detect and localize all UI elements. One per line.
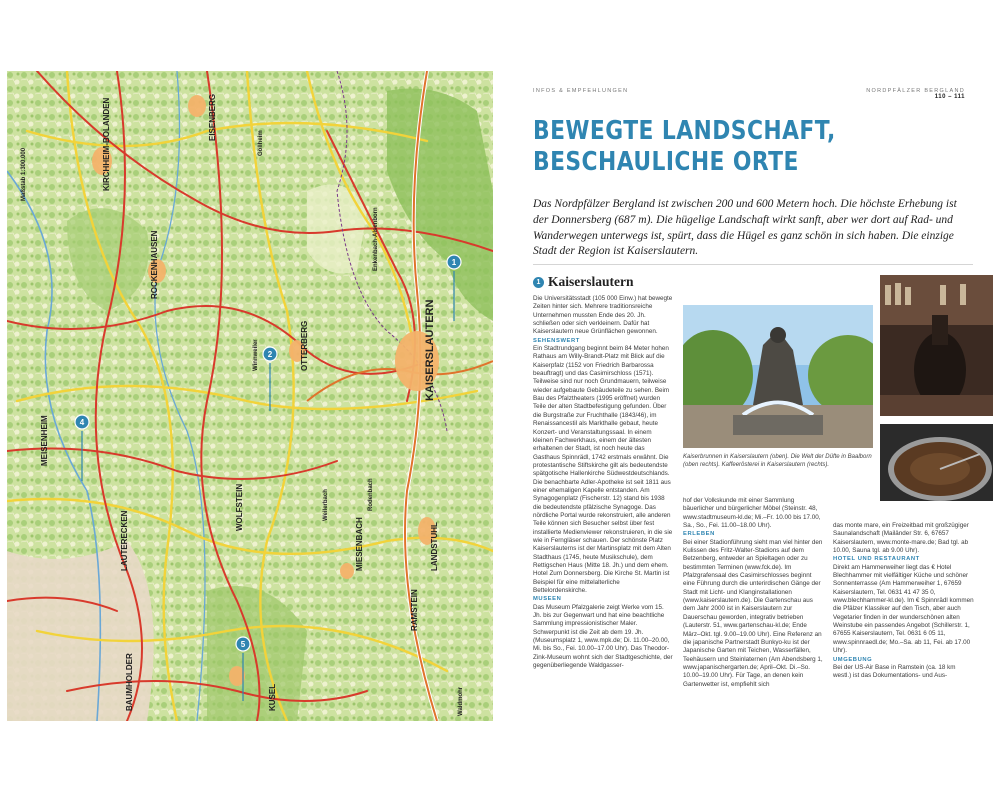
map-label: OTTERBERG (300, 320, 309, 371)
divider (533, 264, 973, 265)
subhead-hotel-restaurant: HOTEL UND RESTAURANT (833, 556, 920, 563)
subhead-sehenswert: SEHENSWERT (533, 337, 580, 344)
subhead-umgebung: UMGEBUNG (833, 656, 873, 663)
title-line-2: BESCHAULICHE ORTE (533, 147, 799, 177)
photo-kaffeeroesterei (880, 424, 993, 501)
svg-text:2: 2 (267, 350, 273, 359)
region-map[interactable] (7, 71, 493, 721)
map-label: Winnweiler (253, 339, 259, 371)
map-label: Rodenbach (368, 478, 374, 511)
col2-continuation: hof der Volkskunde mit einer Sammlung bäuerlicher und bürgerlicher Möbel (Steinstr. 48, www.stadtmuseum-kl.de; Mi.–Fr. 10.00 bis 17.00, Sa., So., Fei. 11.00–18.00 Uhr). (683, 497, 821, 530)
section-heading (533, 274, 634, 290)
umgebung-text: Bei der US-Air Base in Ramstein (ca. 18 km westl.) ist das Dokumentations- und Aus- (833, 663, 956, 680)
col3-continuation: das monte mare, ein Freizeitbad mit großzügiger Saunalandschaft (Mailänder Str. 6, 67657 Kaiserslautern, www.monte-mare.de; Bad tgl. ab 10.00, Sauna tgl. ab 9.00 Uhr). (833, 522, 969, 555)
subhead-erleben: ERLEBEN (683, 531, 715, 538)
map-label: MEISENHEIM (40, 415, 49, 466)
sehenswert-text: Ein Stadtrundgang beginnt beim 84 Meter hohen Rathaus am Willy-Brandt-Platz mit Blick auf die Kaiserpfalz (1152 von Friedrich Barbarossa beauftragt) und das Casimirschloss (1571). Teilweise sind nur noch Grundmauern, teilweise wieder aufgebaute Gebäudeteile zu sehen. Beim Bau des Pfalztheaters (1995 eröffnet) wurden Teile der alten Stadtbefestigung gefunden. Über die Burgstraße zur Fruchthalle (1843/46), im Renaissancestil als Markthalle gebaut, heute Konzert- und Veranstaltungssaal. In einem kleinen Fachwerkhaus, einem der ältesten erhaltenen der Stadt, ist noch heute das Gasthaus Spinnrädl, 1742 erstmals erwähnt. Die protestantische Stiftskirche gilt als bedeutendste spätgotische Hallenkirche Südwestdeutschlands. Die benachbarte Adler-Apotheke ist seit 1811 aus einer ehemaligen Kapelle entstanden. Am Synagogenplatz (Fischerstr. 12) stand bis 1938 die bedeutendste pfälzische Synagoge. Das nördliche Portal wurde rekonstruiert, alle anderen Teile können sich Besucher selbst über fest installierte Medienviewer rekonstruieren, in die sie wie in Ferngläser schauen. Der schönste Platz Kaiserslauterns ist der Martinsplatz mit dem Alten Stadthaus (1745, heute Musikschule), dem Rettigschen Haus (Mitte 18. Jh.) und dem ehem. Hotel Zum Donnersberg. Die Kirche St. Martin ist Beispiel für eine mittelalterliche Bettelordenskirche. (533, 345, 673, 595)
region-label: NORDPFÄLZER BERGLAND (866, 88, 965, 94)
erleben-text: Bei einer Stadionführung sieht man viel hinter den Kulissen des Fritz-Walter-Stadions auf dem Betzenberg, entweder an Spieltagen oder zu bestimmten Terminen (www.fck.de). Im Pfalzgrafensaal des Casimirschlosses beginnt eine Führung durch die unterirdischen Gänge der Stadt mit Licht- und Klanginstallationen (www.kaiserslautern.de). Die Gartenschau aus dem Jahr 2000 ist in Kaiserslautern zur Dauerschau geworden, integrativ betrieben (Lauterstr. 51, www.gartenschau-kl.de; Ende März–Okt. tgl. 9.00–19.00 Uhr). Eine Referenz an die japanische Partnerstadt Bunkyo-ku ist der Japanische Garten mit Teichen, Wasserfällen, Teehäusern und Steinlaternen (Am Abendsberg 1, www.japanischergarten.de; April–Okt. Di.–So. 10.00–19.00 Uhr). Für Tage, an denen kein Gartenwetter ist, empfiehlt sich (683, 538, 823, 688)
section-number-badge: 1 (533, 277, 544, 288)
text-column-2 (683, 497, 823, 689)
map-label: BAUMHOLDER (125, 653, 134, 711)
map-label: LAUTERECKEN (120, 510, 129, 571)
page-meta (866, 88, 965, 100)
svg-text:1: 1 (451, 258, 457, 267)
map-scale: Maßstab 1:300.000 (21, 147, 27, 201)
subhead-museen: MUSEEN (533, 596, 562, 603)
map-graphic (7, 71, 493, 721)
photo-caption: Kaiserbrunnen in Kaiserslautern (oben). Die Welt der Düfte in Baalborn (oben rechts). Kaffeerösterei in Kaiserslautern (rechts). (683, 454, 872, 469)
map-label: ROCKENHAUSEN (150, 230, 159, 299)
intro-paragraph: Das Nordpfälzer Bergland ist zwischen 200 und 600 Metern hoch. Die höchste Erhebung ist der Donnersberg (687 m). Die hügelige Landschaft wirkt sanft, aber wer dort auf Rad- und Wanderwegen unterwegs ist, spürt, dass die Hügel es ganz schön in sich haben. Die einzige Stadt der Region ist Kaiserslautern. (533, 198, 957, 258)
col1-intro: Die Universitätsstadt (105 000 Einw.) hat bewegte Zeiten hinter sich. Mehrere traditionsreiche Unternehmen mussten Ende des 20. Jh. schließen oder sich verkleinern. Dafür hat Kaiserslautern neue Grünflächen gewonnen. (533, 295, 673, 336)
map-label: KIRCHHEIM-BOLANDEN (102, 97, 111, 191)
text-column-3 (833, 522, 975, 681)
map-label: LANDSTUHL (430, 522, 439, 571)
photo-kaiserbrunnen (683, 305, 873, 448)
section-title: Kaiserslautern (548, 274, 634, 289)
svg-text:5: 5 (240, 640, 246, 649)
page-title (533, 116, 903, 178)
map-label: KAISERSLAUTERN (424, 299, 436, 401)
svg-text:4: 4 (79, 418, 85, 427)
title-line-1: BEWEGTE LANDSCHAFT, (533, 116, 836, 146)
photo-duefte (880, 275, 993, 416)
section-label: INFOS & EMPFEHLUNGEN (533, 88, 629, 94)
map-label: MIESENBACH (355, 517, 364, 571)
hotel-text: Direkt am Hammerweiher liegt das € Hotel Blechhammer mit vielfältiger Küche und schöner Sonnenterrasse (Am Hammerweiher 1, 67659 Kaiserslautern, Tel. 0631 41 47 35 0, www.blechhammer-kl.de). Im € Spinnrädl kommen die Pfälzer Klassiker auf den Tisch, aber auch Vegetarier finden in der wunderschönen alten Weinstube ein passendes Angebot (Schillerstr. 1, 67655 Kaiserslautern, Tel. 0631 6 05 11, www.spinnraedl.de; Mo.–Sa. ab 11, Fei. ab 17.00 Uhr). (833, 563, 974, 655)
map-label: KUSEL (268, 683, 277, 711)
map-label: Göllheim (258, 130, 264, 156)
map-label: Weilerbach (323, 489, 329, 521)
map-label: Waldmohr (458, 686, 464, 716)
text-column-1 (533, 295, 673, 670)
museen-text: Das Museum Pfalzgalerie zeigt Werke vom 15. Jh. bis zur Gegenwart und hat eine beachtliche Sammlung impressionistischer Maler. Schwerpunkt ist die Zeit ab dem 19. Jh. (Museumsplatz 1, www.mpk.de; Di. 11.00–20.00, Mi. bis So., Fei. 10.00–17.00 Uhr). Das Theodor-Zink-Museum wohnt sich der Stadtgeschichte, der gegenüberliegende Waldgasser- (533, 603, 673, 670)
page-numbers: 110 – 111 (934, 94, 965, 100)
map-label: RAMSTEIN (410, 589, 419, 631)
map-label: WOLFSTEIN (235, 483, 244, 531)
map-label: EISENBERG (208, 93, 217, 141)
map-label: Enkenbach-Alsenborn (373, 207, 379, 271)
